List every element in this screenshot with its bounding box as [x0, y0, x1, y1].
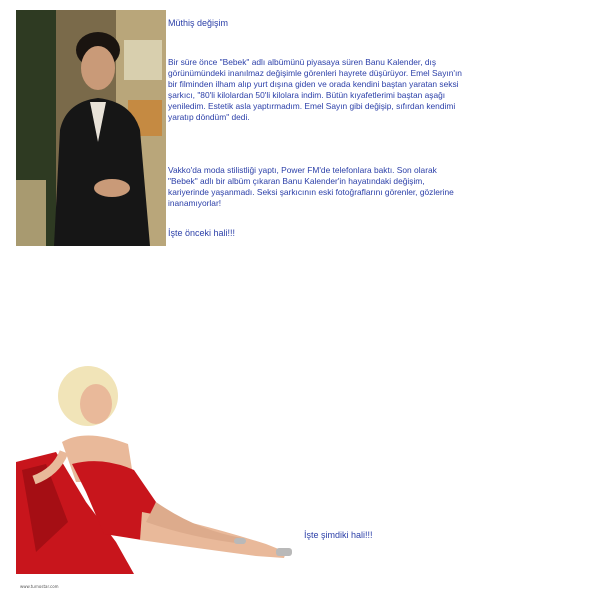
after-photo [16, 352, 304, 580]
article-heading: Müthiş değişim [168, 18, 229, 28]
before-photo-illustration [16, 10, 166, 246]
article-paragraph-2: Vakko'da moda stilistliği yaptı, Power FM'de telefonlara baktı. Son olarak "Bebek" adlı bir albüm çıkaran Banu Kalender'in hayatındaki değişim, kariyerinde yaşanmadı. Seksi şarkıcının eski fotoğraflarını görenler, gözlerine inanamıyorlar! [168, 165, 454, 208]
after-caption: İşte şimdiki hali!!! [304, 530, 373, 540]
before-caption: İşte önceki hali!!! [168, 228, 236, 238]
after-photo-illustration [16, 352, 304, 580]
photo-credit: www.turnostar.com [20, 584, 59, 589]
before-photo [16, 10, 166, 246]
article-paragraph-1: Bir süre önce "Bebek" adlı albümünü piyasaya süren Banu Kalender, dış görünümündeki inanılmaz değişimle görenleri hayrete düşürüyor. Emel Sayın'ın bir filminden ilham alıp yurt dışına giden ve orada kendini baştan yaratan seksi şarkıcı, "80'li kilolardan 50'li kilolara indim. Bütün kıyafetlerimi baştan aşağı yeniledim. Estetik asla yaptırmadım. Emel Sayın gibi değişip, sıfırdan kendimi yaratıp döndüm" dedi. [168, 57, 462, 122]
